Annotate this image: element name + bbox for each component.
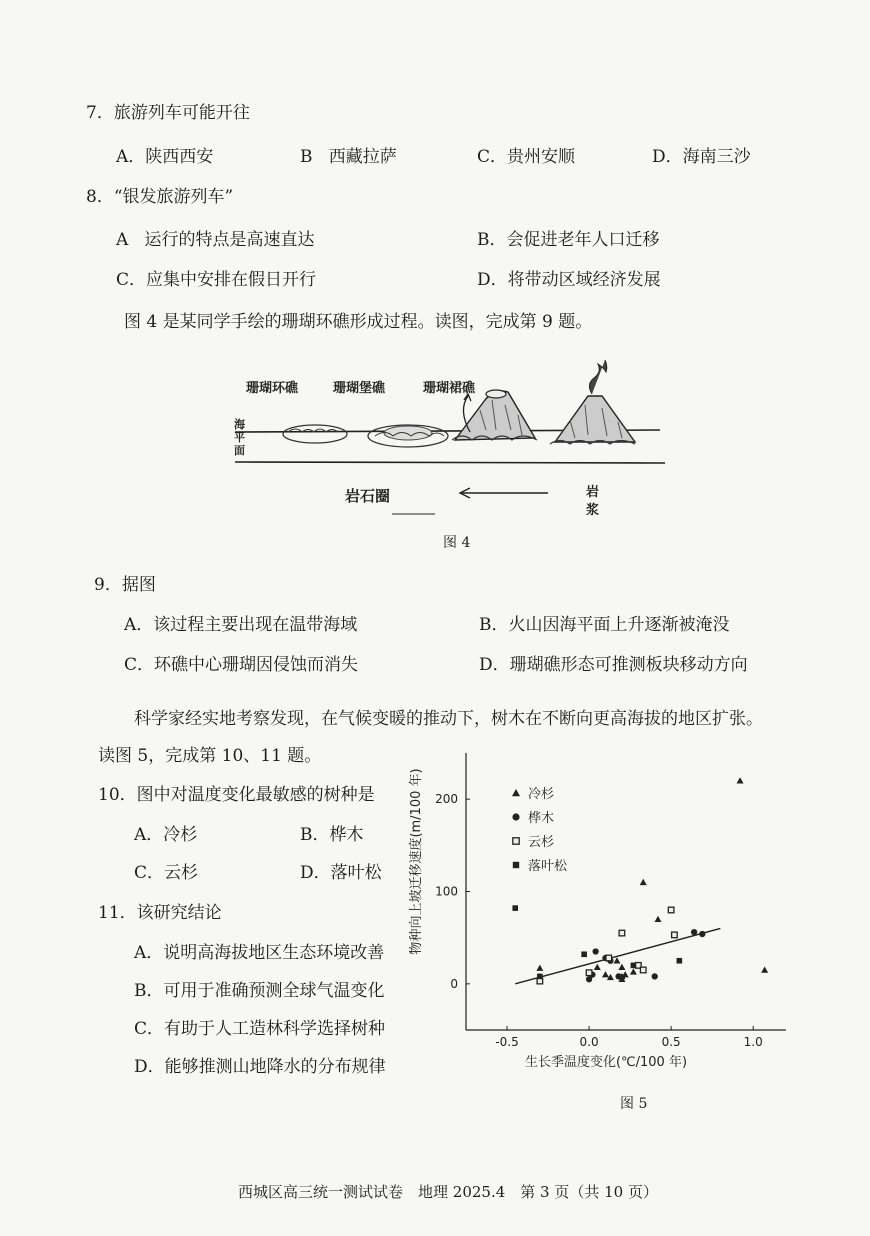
q11-option-d: D．能够推测山地降水的分布规律 [134,1057,386,1077]
data-point-triangle [737,777,744,783]
legend-label: 云杉 [528,835,555,850]
q11-stem: 11．该研究结论 [98,903,222,923]
scatter-plot [400,745,800,1075]
data-point-circle [592,948,598,954]
label-fringing-reef: 珊瑚裙礁 [423,381,476,396]
x-tick-label: 0.0 [579,1035,599,1049]
data-point-triangle [613,957,620,963]
q10-option-b: B．桦木 [300,825,364,845]
q11-option-a: A．说明高海拔地区生态环境改善 [134,943,385,963]
label-atoll: 珊瑚环礁 [246,381,299,396]
data-point-open-square [668,907,674,913]
passage-text: 科学家经实地考察发现，在气候变暖的推动下，树木在不断向更高海拔的地区扩张。 [134,709,763,729]
data-point-triangle [655,916,662,922]
data-point-circle [691,929,697,935]
y-tick-label: 0 [450,976,458,991]
legend-label: 冷杉 [528,787,555,802]
fig4-intro: 图 4 是某同学手绘的珊瑚环礁形成过程。读图，完成第 9 题。 [124,312,593,332]
q10-stem: 10．图中对温度变化最敏感的树种是 [98,785,375,805]
data-point-triangle [594,964,601,970]
x-tick-label: -0.5 [495,1035,519,1049]
q11-option-b: B．可用于准确预测全球气温变化 [134,981,385,1001]
data-point-open-square [606,955,612,961]
q11-option-c: C．有助于人工造林科学选择树种 [134,1019,386,1039]
read-figure-5: 读图 5，完成第 10、11 题。 [98,746,322,766]
q9-stem: 9．据图 [94,575,156,595]
q8-option-c: C．应集中安排在假日开行 [116,270,317,290]
data-point-triangle [602,971,609,977]
label-magma: 岩 浆 [586,485,600,518]
q9-option-a: A．该过程主要出现在温带海域 [124,615,358,635]
y-tick-label: 200 [435,792,458,807]
q7-option-d: D．海南三沙 [652,147,751,167]
data-point-filled-square [537,974,543,980]
q7-option-a: A．陕西西安 [116,147,214,167]
data-point-circle [652,973,658,979]
q10-option-d: D．落叶松 [300,863,382,883]
figure-4-drawing [230,360,670,530]
data-point-open-square [586,970,592,976]
y-axis-label: 物种向上坡迁移速度(m/100 年) [409,768,424,955]
data-point-triangle [761,966,768,972]
legend-label: 落叶松 [528,859,568,874]
q7-stem: 7．旅游列车可能开往 [86,103,250,123]
data-point-open-square [672,932,678,938]
q10-option-a: A．冷杉 [134,825,198,845]
figure-4-caption: 图 4 [443,535,471,551]
q7-option-b: B 西藏拉萨 [300,147,397,167]
legend-marker-circle [512,813,519,820]
data-point-triangle [640,879,647,885]
legend-marker-triangle [512,789,520,796]
data-point-filled-square [581,951,587,957]
data-point-filled-square [677,958,683,964]
q8-option-b: B．会促进老年人口迁移 [477,230,660,250]
q8-option-a: A 运行的特点是高速直达 [116,230,315,250]
legend-marker-filled-square [513,862,519,868]
data-point-triangle [618,964,625,970]
label-rock-cycle: 岩石圈 [345,487,391,505]
q8-stem: 8．“银发旅游列车” [86,187,234,207]
data-point-open-square [640,967,646,973]
x-tick-label: 0.5 [661,1035,681,1049]
figure-5-chart [400,745,800,1075]
q9-option-d: D．珊瑚礁形态可推测板块移动方向 [479,655,748,675]
data-point-circle [619,974,625,980]
x-axis-label: 生长季温度变化(℃/100 年) [524,1055,688,1070]
page-footer: 西城区高三统一测试试卷 地理 2025.4 第 3 页（共 10 页） [238,1183,658,1201]
data-point-circle [699,931,705,937]
q8-option-d: D．将带动区域经济发展 [477,270,661,290]
data-point-triangle [536,965,543,971]
q9-option-b: B．火山因海平面上升逐渐被淹没 [479,615,730,635]
legend-marker-open-square [513,838,519,844]
figure-5-caption: 图 5 [620,1096,648,1112]
x-tick-label: 1.0 [743,1035,763,1049]
data-point-triangle [630,968,637,974]
data-point-filled-square [512,905,518,911]
y-tick-label: 100 [435,884,458,899]
legend-label: 桦木 [528,811,555,826]
data-point-filled-square [631,963,637,969]
label-sea-level: 海 平 面 [234,418,245,457]
q9-option-c: C．环礁中心珊瑚因侵蚀而消失 [124,655,359,675]
data-point-open-square [619,930,625,936]
q7-option-c: C．贵州安顺 [477,147,576,167]
q10-option-c: C．云杉 [134,863,199,883]
label-barrier-reef: 珊瑚堡礁 [333,381,386,396]
